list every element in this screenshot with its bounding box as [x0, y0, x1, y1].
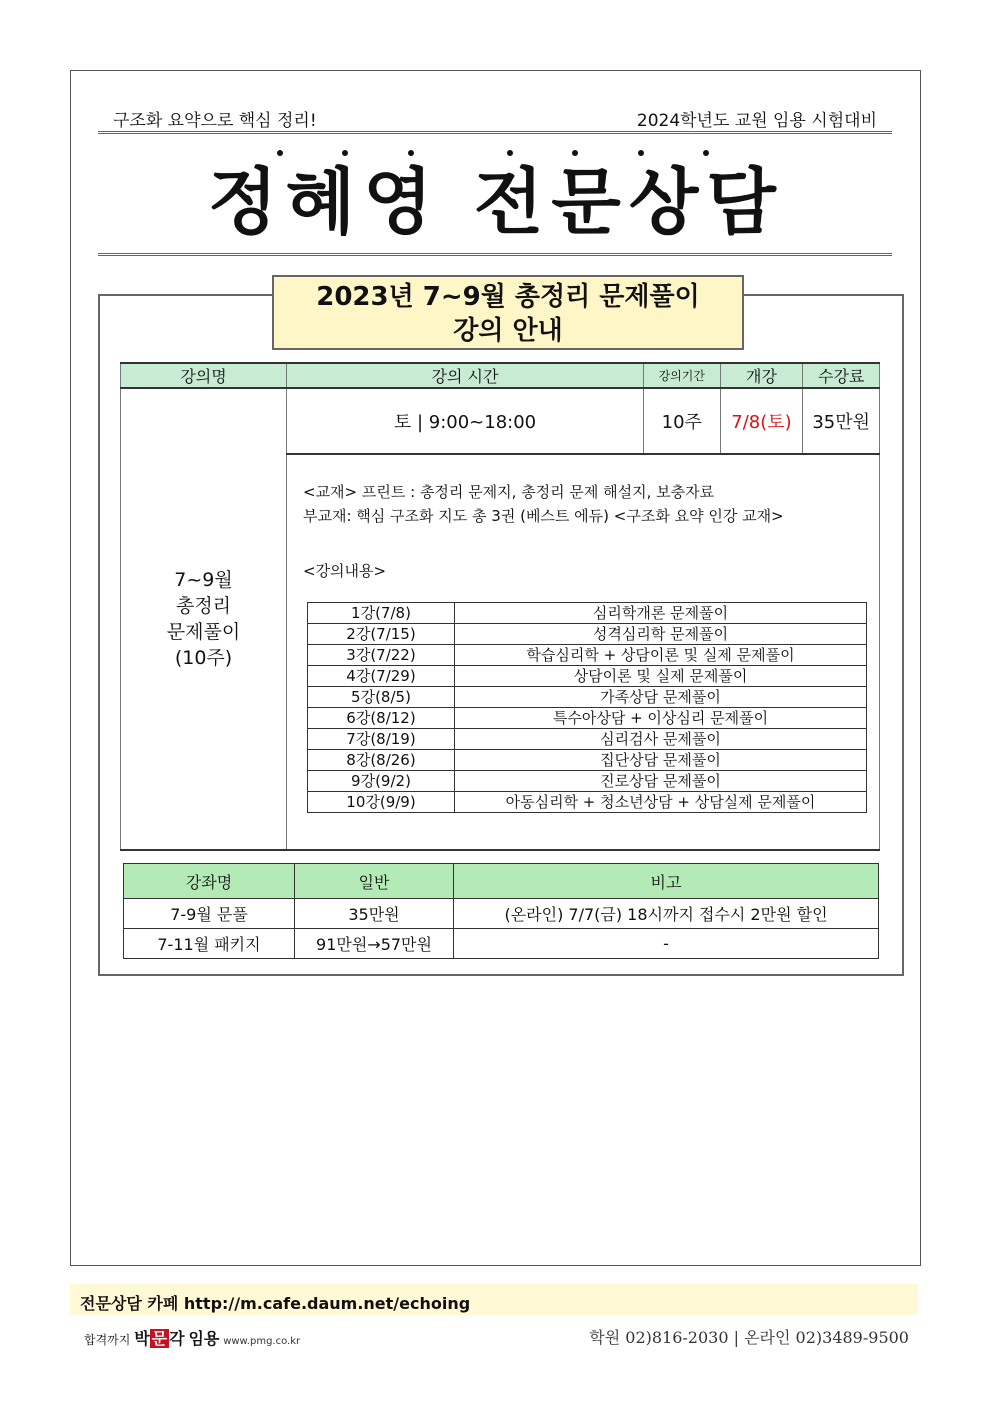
table-row [124, 899, 879, 929]
course-line: 총정리 [175, 595, 232, 617]
content-label: <강의내용> [303, 562, 387, 580]
lecture-number: 2강(7/15) [308, 624, 455, 645]
header-rule-bottom [98, 253, 892, 256]
table-row [308, 792, 867, 813]
lecture-number: 4강(7/29) [308, 666, 455, 687]
lecture-number: 10강(9/9) [308, 792, 455, 813]
footer-cafe-bar [70, 1284, 918, 1315]
lecture-topic: 성격심리학 문제풀이 [455, 624, 867, 645]
lecture-number: 3강(7/22) [308, 645, 455, 666]
table-row [308, 666, 867, 687]
contact-phone: 학원 02)816-2030 | 온라인 02)3489-9500 [589, 1328, 909, 1347]
lecture-topic: 가족상담 문제풀이 [455, 687, 867, 708]
header-rule-top [98, 131, 892, 134]
cafe-link[interactable]: 전문상담 카페 http://m.cafe.daum.net/echoing [80, 1294, 471, 1313]
course-line: 7~9월 [174, 569, 233, 591]
lecture-fee: 35만원 [803, 388, 880, 454]
price-table [123, 863, 879, 959]
lecture-topic: 집단상담 문제풀이 [455, 750, 867, 771]
logo-brand-highlight: 문 [151, 1329, 168, 1348]
lecture-number: 9강(9/2) [308, 771, 455, 792]
col-class-name: 강좌명 [124, 864, 295, 899]
course-line: (10주) [174, 647, 233, 669]
emphasis-dots [0, 150, 992, 160]
lecture-number: 8강(8/26) [308, 750, 455, 771]
lecture-topic: 진로상담 문제풀이 [455, 771, 867, 792]
col-period: 강의기간 [644, 363, 721, 388]
col-course-name: 강의명 [121, 363, 287, 388]
materials-text: <교재> 프린트 : 총정리 문제지, 총정리 문제 해설지, 보충자료 [303, 483, 715, 501]
lecture-topic: 심리검사 문제풀이 [455, 729, 867, 750]
course-line: 문제풀이 [166, 621, 241, 643]
lecture-topic: 특수아상담 + 이상심리 문제풀이 [455, 708, 867, 729]
lecture-topic: 심리학개론 문제풀이 [455, 603, 867, 624]
schedule-table [307, 602, 867, 813]
table-row [308, 708, 867, 729]
lecture-topic: 상담이론 및 실제 문제풀이 [455, 666, 867, 687]
lecture-table [120, 362, 880, 851]
table-row [308, 750, 867, 771]
lecture-content-cell [287, 454, 880, 850]
class-price: 35만원 [295, 899, 454, 929]
lecture-banner [272, 275, 744, 350]
table-row [308, 603, 867, 624]
logo-brand: 각 [169, 1329, 185, 1348]
logo-url[interactable]: www.pmg.co.kr [223, 1336, 301, 1347]
banner-line-2: 강의 안내 [453, 316, 563, 346]
class-price: 91만원→57만원 [295, 929, 454, 959]
col-note: 비고 [454, 864, 879, 899]
lecture-number: 1강(7/8) [308, 603, 455, 624]
header-left-text: 구조화 요약으로 핵심 정리! [113, 111, 317, 131]
class-name: 7-11월 패키지 [124, 929, 295, 959]
lecture-topic: 아동심리학 + 청소년상담 + 상담실제 문제풀이 [455, 792, 867, 813]
table-row [308, 624, 867, 645]
col-start: 개강 [720, 363, 803, 388]
logo-brand-suffix: 임용 [188, 1329, 220, 1348]
class-note: (온라인) 7/7(금) 18시까지 접수시 2만원 할인 [454, 899, 879, 929]
lecture-number: 6강(8/12) [308, 708, 455, 729]
course-name-cell [121, 388, 287, 850]
publisher-logo [84, 1326, 300, 1349]
logo-prefix: 합격까지 [84, 1333, 131, 1347]
lecture-period: 10주 [644, 388, 721, 454]
lecture-number: 7강(8/19) [308, 729, 455, 750]
banner-line-1: 2023년 7~9월 총정리 문제풀이 [316, 282, 700, 312]
sub-materials-text: 부교재: 핵심 구조화 지도 총 3권 (베스트 에듀) <구조화 요약 인강 교재> [303, 507, 784, 525]
table-row [124, 929, 879, 959]
header-right-text: 2024학년도 교원 임용 시험대비 [636, 111, 877, 131]
page-title: 정혜영 전문상담 [208, 160, 784, 244]
table-row [308, 687, 867, 708]
lecture-time: 토 | 9:00~18:00 [287, 388, 644, 454]
logo-brand: 박 [134, 1329, 150, 1348]
class-name: 7-9월 문풀 [124, 899, 295, 929]
lecture-topic: 학습심리학 + 상담이론 및 실제 문제풀이 [455, 645, 867, 666]
table-row [308, 729, 867, 750]
lecture-start: 7/8(토) [720, 388, 803, 454]
col-time: 강의 시간 [287, 363, 644, 388]
lecture-number: 5강(8/5) [308, 687, 455, 708]
col-regular-price: 일반 [295, 864, 454, 899]
col-fee: 수강료 [803, 363, 880, 388]
table-row [308, 771, 867, 792]
class-note: - [454, 929, 879, 959]
table-row [308, 645, 867, 666]
